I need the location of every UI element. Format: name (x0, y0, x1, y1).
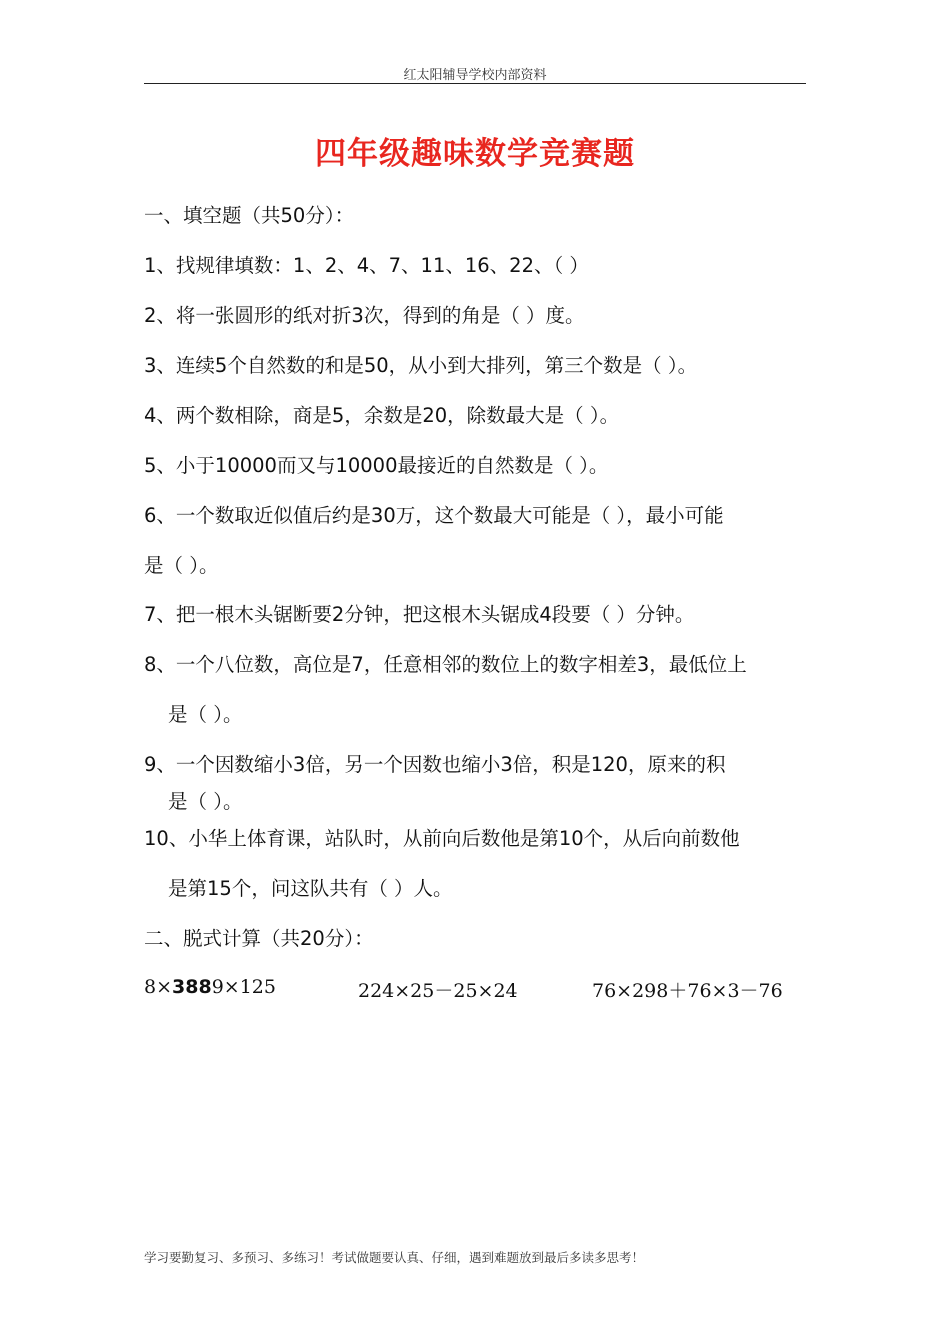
calculation-1-bold: 388 (172, 976, 212, 998)
document-title: 四年级趣味数学竞赛题 (315, 136, 635, 172)
question-2: 2、将一张圆形的纸对折3次，得到的角是（ ）度。 (144, 304, 585, 327)
calculation-2: 224×25－25×24 (358, 980, 518, 1002)
section-1-heading: 一、填空题（共50分）： (144, 204, 355, 227)
question-6: 6、一个数取近似值后约是30万，这个数最大可能是（ ），最小可能 (144, 504, 724, 527)
page-footer: 学习要勤复习、多预习、多练习！考试做题要认真、仔细，遇到难题放到最后多读多思考！ (144, 1250, 645, 1265)
question-8: 8、一个八位数，高位是7，任意相邻的数位上的数字相差3，最低位上 (144, 653, 747, 676)
section-2-heading: 二、脱式计算（共20分）： (144, 927, 374, 950)
question-6-continued: 是（ ）。 (144, 554, 219, 577)
calculation-1 (144, 976, 276, 998)
question-3: 3、连续5个自然数的和是50，从小到大排列，第三个数是（ ）。 (144, 354, 698, 377)
calculation-1-suffix: 9×125 (211, 976, 276, 998)
page-header: 红太阳辅导学校内部资料 (403, 68, 547, 83)
question-1: 1、找规律填数：1、2、4、7、11、16、22、（ ） (144, 254, 589, 277)
question-4: 4、两个数相除，商是5，余数是20，除数最大是（ ）。 (144, 404, 620, 427)
calculation-row (144, 976, 806, 1004)
calculation-1-prefix: 8× (144, 976, 173, 998)
question-5: 5、小于10000而又与10000最接近的自然数是（ ）。 (144, 454, 609, 477)
question-9: 9、一个因数缩小3倍，另一个因数也缩小3倍，积是120，原来的积 (144, 753, 726, 776)
header-rule (144, 83, 806, 84)
question-8-continued: 是（ ）。 (168, 703, 243, 726)
question-7: 7、把一根木头锯断要2分钟，把这根木头锯成4段要（ ）分钟。 (144, 603, 695, 626)
question-9-continued: 是（ ）。 (168, 790, 243, 813)
question-10-continued: 是第15个，问这队共有（ ）人。 (168, 877, 453, 900)
calculation-3: 76×298＋76×3－76 (592, 980, 783, 1002)
question-10: 10、小华上体育课，站队时，从前向后数他是第10个，从后向前数他 (144, 827, 740, 850)
